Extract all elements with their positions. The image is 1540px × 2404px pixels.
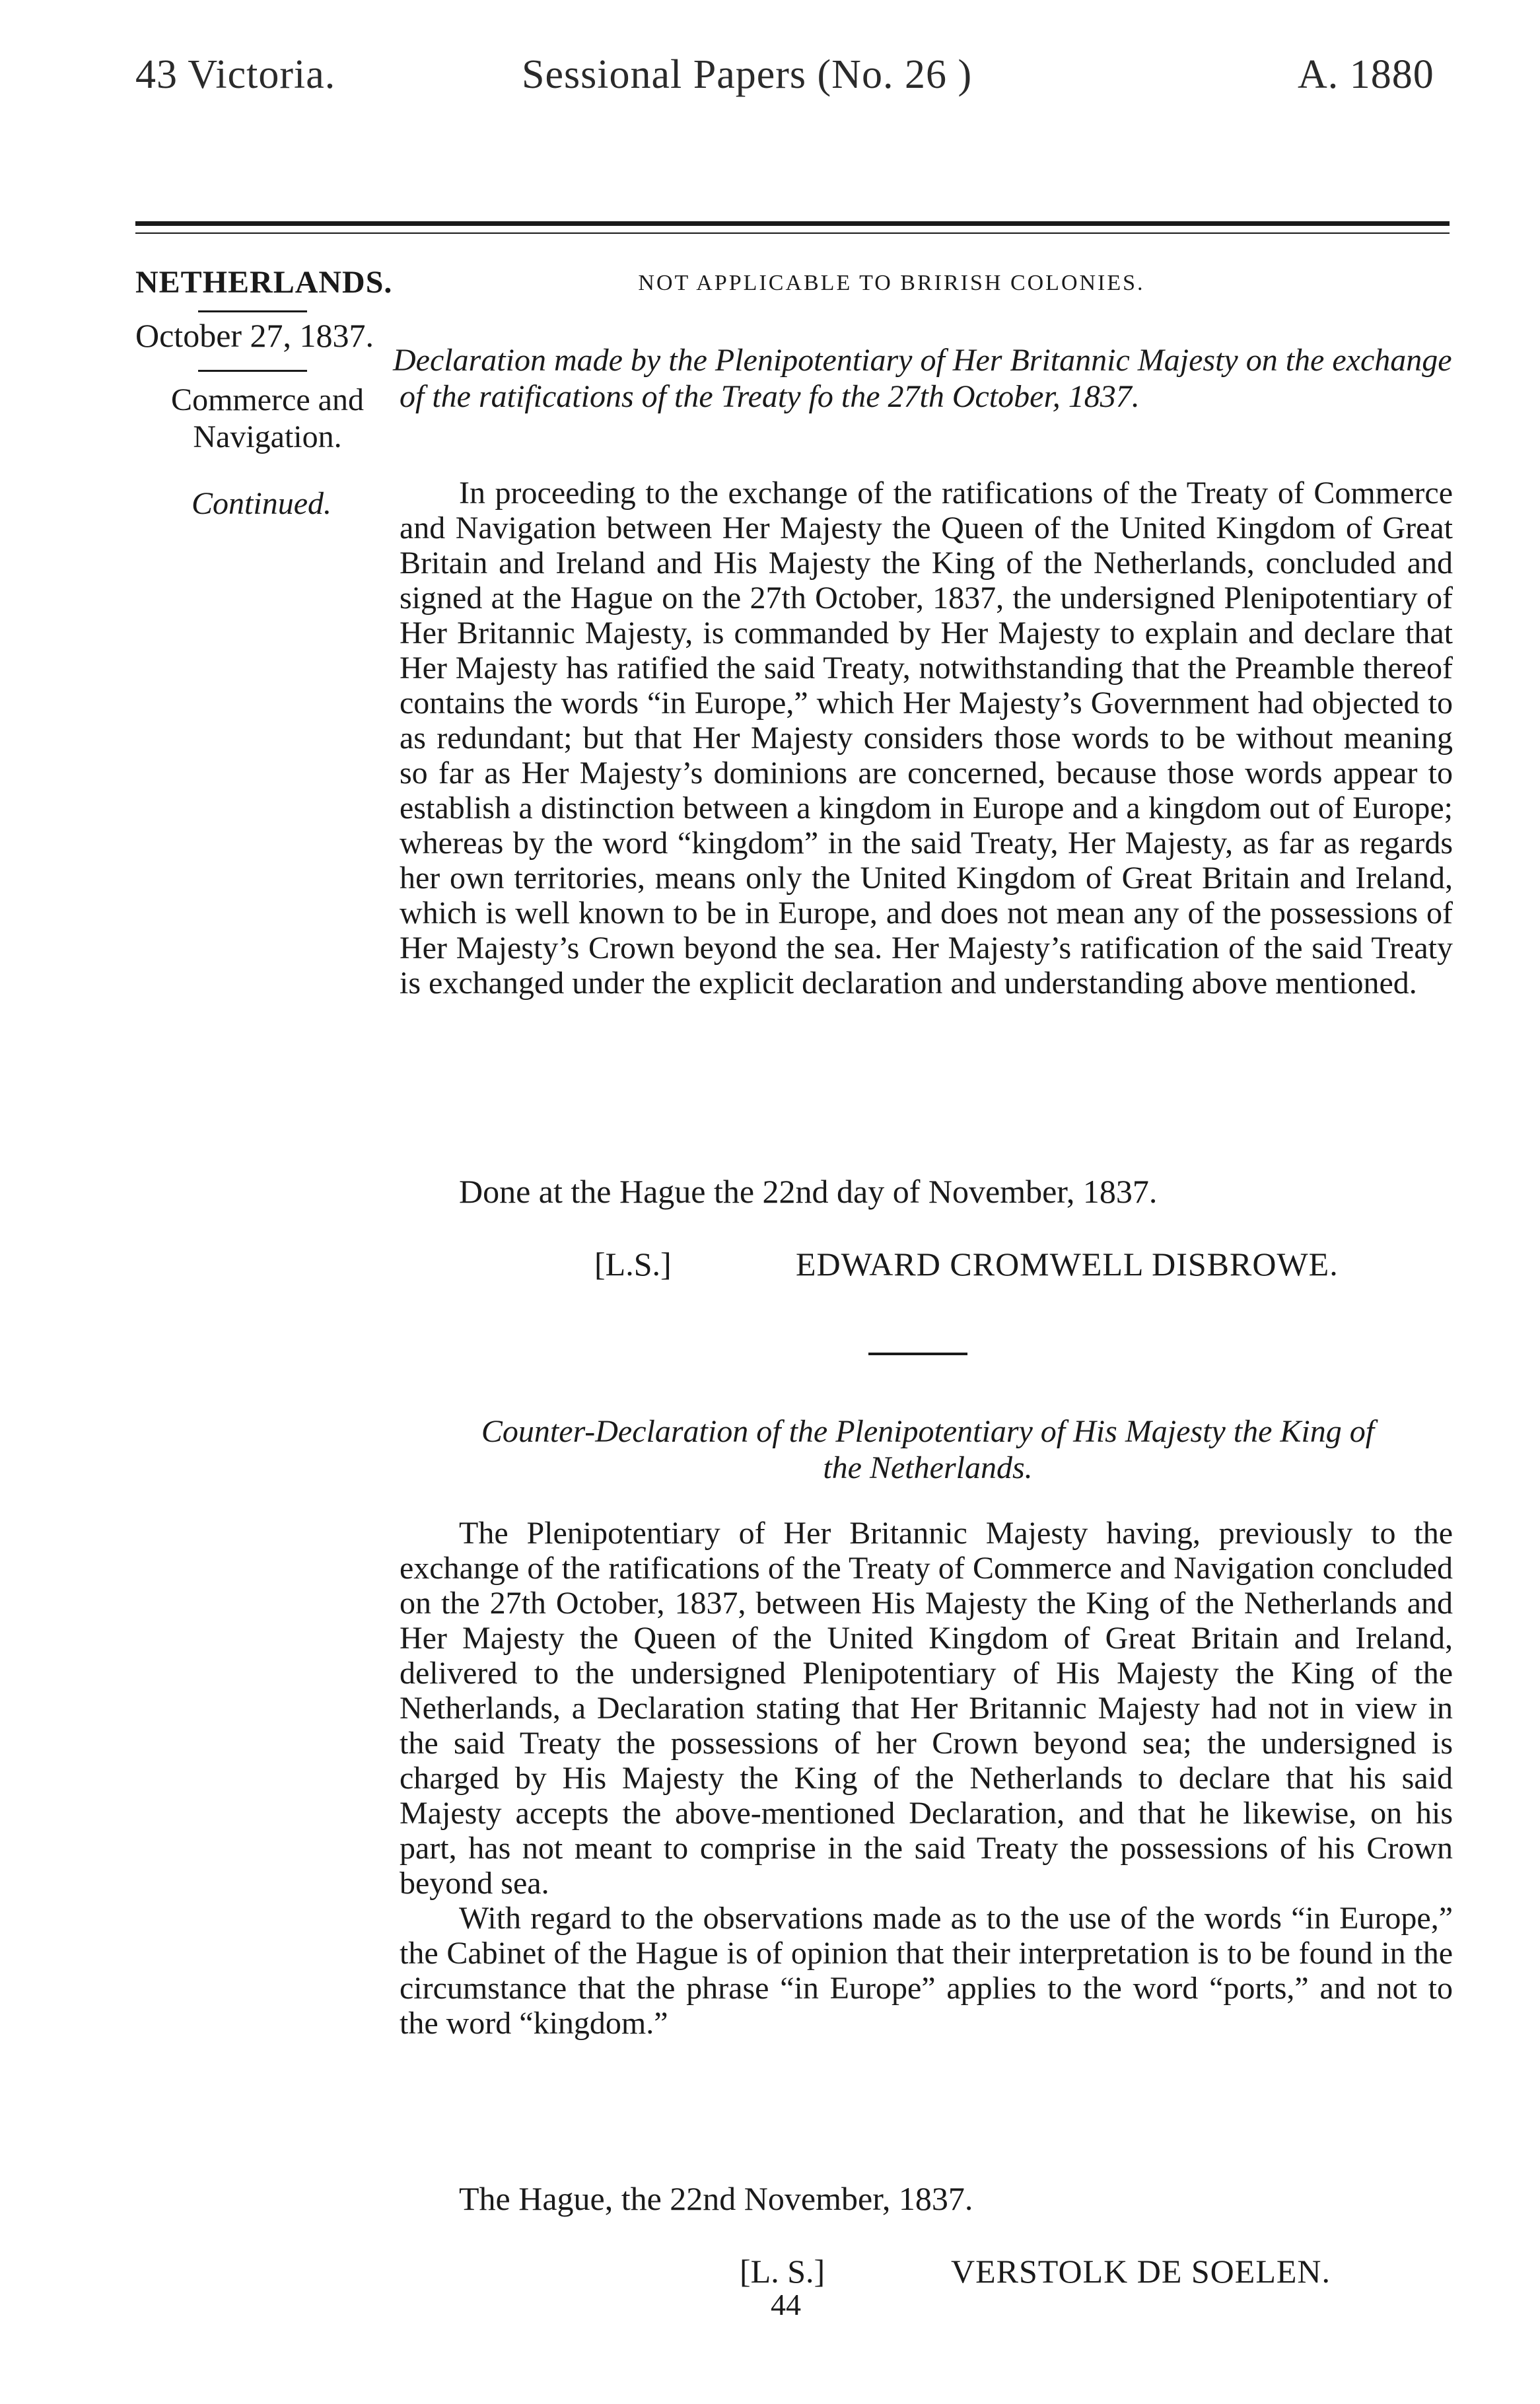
counter-title-line1: Counter-Declaration of the Plenipotentiary of His Majesty the King of xyxy=(481,1414,1375,1449)
counter-paragraph-1: The Plenipotentiary of Her Britannic Majesty having, previously to the exchange of the ratifications of the Treaty of Commerce and Navigation concluded on the 27th October, 1837, between His Majesty the King of the Netherlands and Her Majesty the Queen of the United Kingdom of Great Britain and Ireland, delivered to the undersigned Plenipotentiary of His Majesty the King of the Netherlands, a Declaration stating that Her Britannic Majesty had not in view in the said Treaty the possessions of her Crown beyond sea; the undersigned is charged by His Majesty the King of the Netherlands to declare that his said Majesty accepts the above-mentioned Declaration, and that he likewise, on his part, has not meant to comprise in the said Treaty the possessions of his Crown beyond sea. xyxy=(400,1516,1453,1901)
declaration-body xyxy=(400,476,1453,1001)
header-right: A. 1880 xyxy=(1298,52,1434,97)
header-center: Sessional Papers (No. 26 ) xyxy=(522,52,973,97)
counter-done-line: The Hague, the 22nd November, 1837. xyxy=(459,2180,973,2217)
margin-subject: Commerce and Navigation. xyxy=(171,382,364,454)
section-divider xyxy=(868,1353,967,1355)
notice-line: NOT APPLICABLE TO BRIRISH COLONIES. xyxy=(638,271,1145,295)
margin-rule-2 xyxy=(198,370,307,372)
header-rule-thick xyxy=(135,221,1450,226)
margin-continued: Continued. xyxy=(192,486,332,521)
counter-signatory: VERSTOLK DE SOELEN. xyxy=(951,2253,1331,2290)
margin-country: NETHERLANDS. xyxy=(135,265,393,300)
margin-rule-1 xyxy=(198,310,307,312)
declaration-signatory: EDWARD CROMWELL DISBROWE. xyxy=(796,1246,1339,1283)
page-number: 44 xyxy=(771,2288,801,2321)
counter-title-line2: the Netherlands. xyxy=(823,1450,1033,1485)
margin-date: October 27, 1837. xyxy=(135,317,374,354)
header-rule-thin xyxy=(135,232,1450,234)
counter-declaration-body xyxy=(400,1516,1453,2041)
counter-declaration-title xyxy=(400,1413,1456,1486)
counter-paragraph-2: With regard to the observations made as to the use of the words “in Europe,” the Cabinet of the Hague is of opinion that their interpretation is to be found in the circumstance that the phrase “in Europe” applies to the word “ports,” and not to the word “kingdom.” xyxy=(400,1901,1453,2041)
declaration-done-line: Done at the Hague the 22nd day of November, 1837. xyxy=(459,1173,1158,1210)
declaration-seal: [L.S.] xyxy=(594,1246,672,1283)
declaration-title: Declaration made by the Plenipotentiary of Her Britannic Majesty on the exchange of the ratifications of the Treaty fo the 27th October, 1837. xyxy=(393,343,1452,414)
counter-seal: [L. S.] xyxy=(740,2253,825,2290)
header-left: 43 Victoria. xyxy=(135,52,336,97)
declaration-paragraph: In proceeding to the exchange of the ratifications of the Treaty of Commerce and Navigation between Her Majesty the Queen of the United Kingdom of Great Britain and Ireland and His Majesty the King of the Netherlands, concluded and signed at the Hague on the 27th October, 1837, the undersigned Plenipotentiary of Her Britannic Majesty, is commanded by Her Majesty to explain and declare that Her Majesty has ratified the said Treaty, notwithstanding that the Preamble thereof contains the words “in Europe,” which Her Majesty’s Government had objected to as redundant; but that Her Majesty considers those words to be without meaning so far as Her Majesty’s dominions are concerned, because those words appear to establish a distinction between a kingdom in Europe and a kingdom out of Europe; whereas by the word “kingdom” in the said Treaty, Her Majesty, as far as regards her own territories, means only the United Kingdom of Great Britain and Ireland, which is well known to be in Europe, and does not mean any of the possessions of Her Majesty’s Crown beyond the sea. Her Majesty’s ratification of the said Treaty is exchanged under the explicit declaration and understanding above mentioned. xyxy=(400,476,1453,1001)
